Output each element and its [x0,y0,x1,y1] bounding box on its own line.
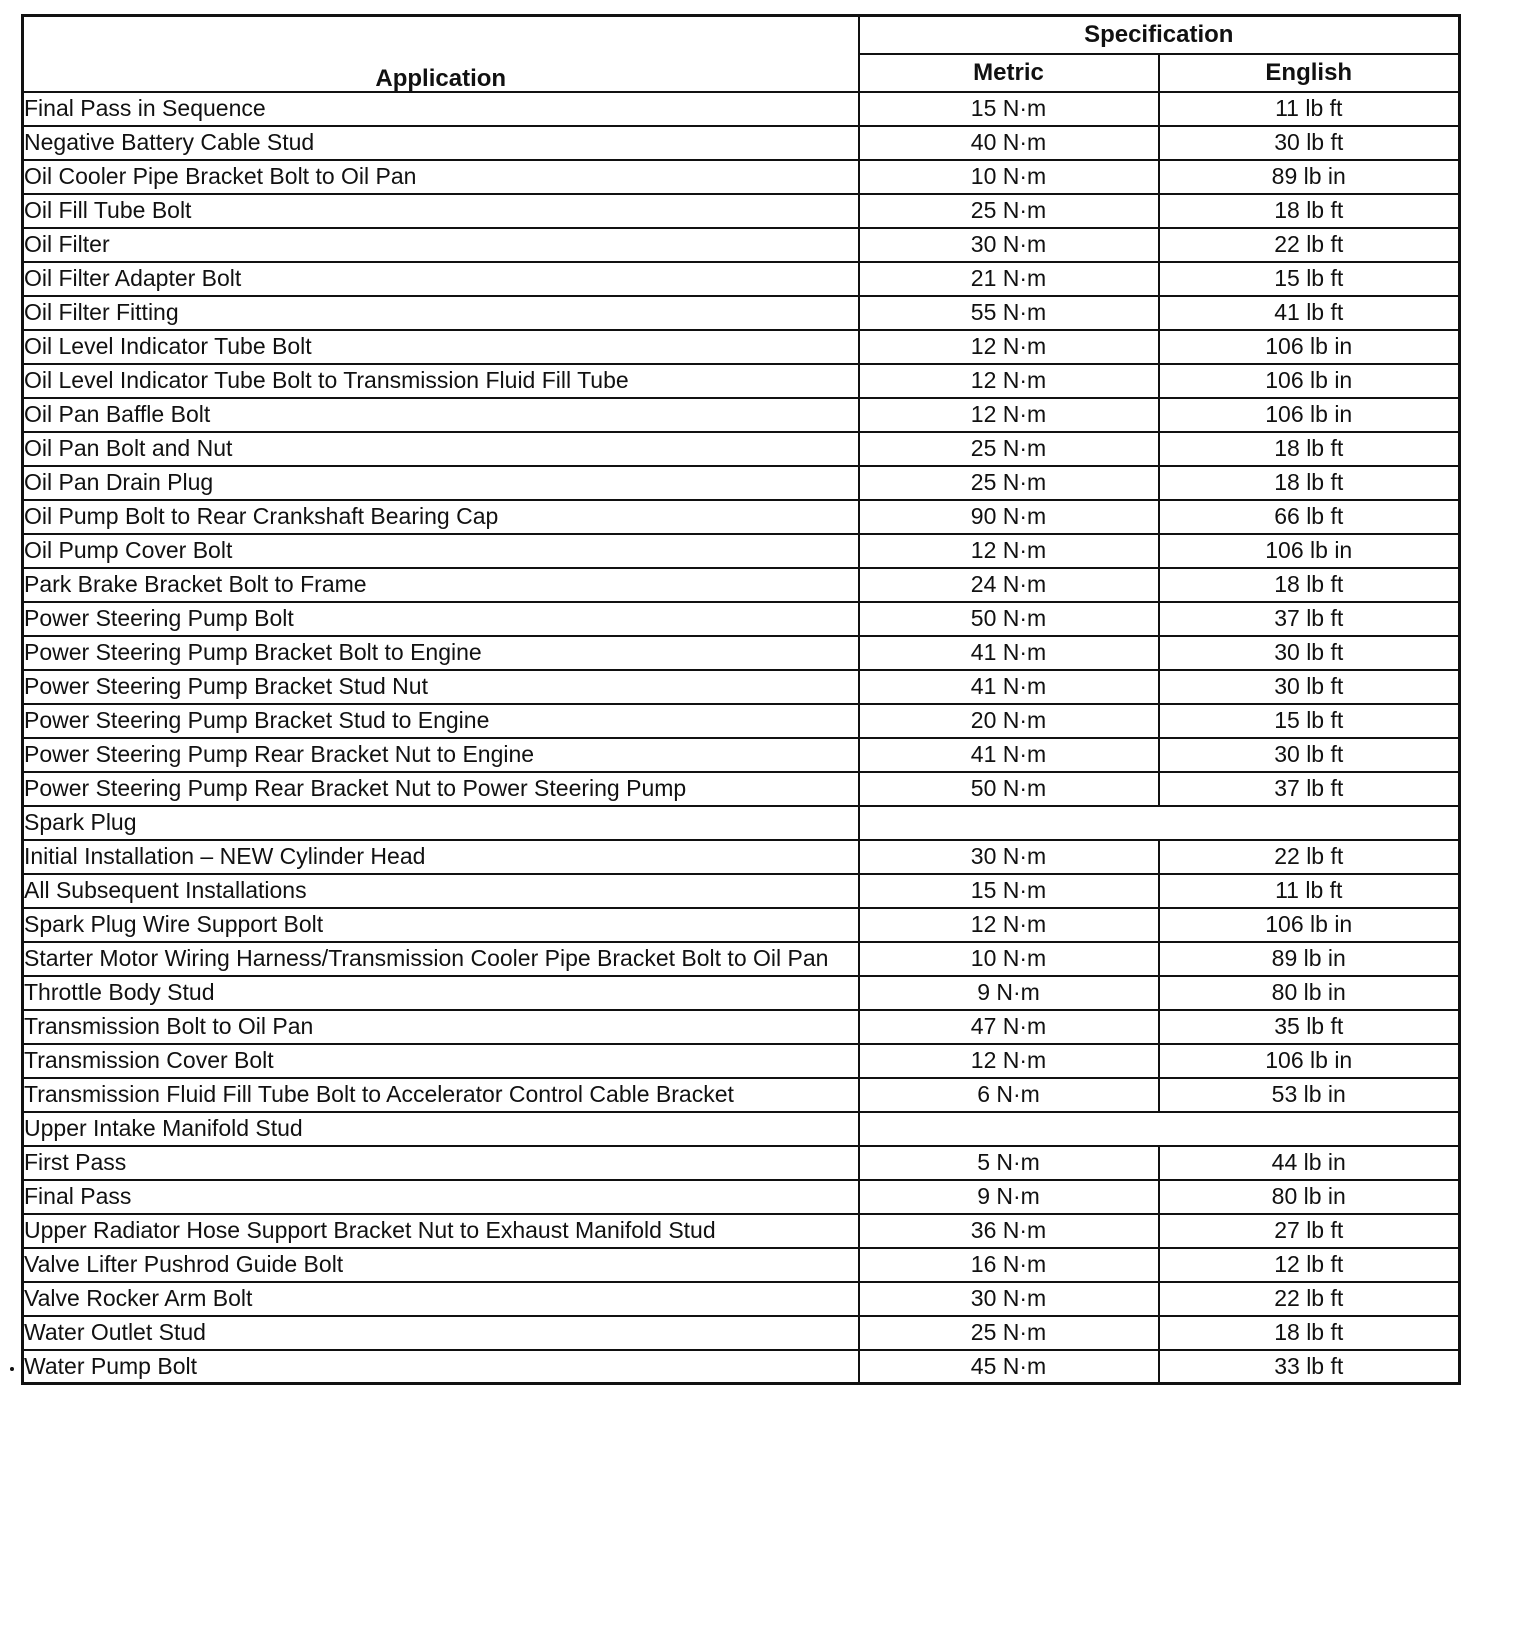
application-cell: Water Pump Bolt [23,1350,859,1384]
english-cell: 30 lb ft [1159,738,1460,772]
table-row [23,262,1460,296]
english-cell: 15 lb ft [1159,262,1460,296]
application-cell: Throttle Body Stud [23,976,859,1010]
english-cell: 22 lb ft [1159,1282,1460,1316]
table-row [23,1214,1460,1248]
table-row [23,1146,1460,1180]
group-header-row [23,806,1460,840]
english-cell: 37 lb ft [1159,602,1460,636]
table-row [23,1010,1460,1044]
group-header-row [23,1112,1460,1146]
english-column-header: English [1159,54,1460,92]
application-cell: Oil Filter Adapter Bolt [23,262,859,296]
application-cell: Starter Motor Wiring Harness/Transmission Cooler Pipe Bracket Bolt to Oil Pan [23,942,859,976]
table-row [23,126,1460,160]
metric-cell: 16 N·m [859,1248,1159,1282]
english-cell: 27 lb ft [1159,1214,1460,1248]
metric-cell: 12 N·m [859,1044,1159,1078]
metric-cell: 9 N·m [859,976,1159,1010]
metric-cell: 41 N·m [859,636,1159,670]
table-row [23,1316,1460,1350]
stray-dot-mark [10,1367,14,1371]
application-cell: First Pass [23,1146,859,1180]
metric-cell: 15 N·m [859,92,1159,126]
application-cell: Transmission Fluid Fill Tube Bolt to Accelerator Control Cable Bracket [23,1078,859,1112]
metric-cell: 10 N·m [859,160,1159,194]
table-row [23,466,1460,500]
metric-cell: 12 N·m [859,330,1159,364]
application-cell: Park Brake Bracket Bolt to Frame [23,568,859,602]
metric-cell: 41 N·m [859,670,1159,704]
english-cell: 41 lb ft [1159,296,1460,330]
table-row [23,1282,1460,1316]
metric-cell: 24 N·m [859,568,1159,602]
metric-cell: 12 N·m [859,534,1159,568]
application-cell: Oil Pan Baffle Bolt [23,398,859,432]
english-cell: 11 lb ft [1159,874,1460,908]
table-row [23,364,1460,398]
metric-cell: 6 N·m [859,1078,1159,1112]
application-cell: Power Steering Pump Bolt [23,602,859,636]
table-row [23,602,1460,636]
application-cell: Upper Radiator Hose Support Bracket Nut to Exhaust Manifold Stud [23,1214,859,1248]
metric-cell: 12 N·m [859,364,1159,398]
metric-cell: 25 N·m [859,466,1159,500]
english-cell: 80 lb in [1159,1180,1460,1214]
application-cell: Oil Pan Bolt and Nut [23,432,859,466]
metric-cell: 55 N·m [859,296,1159,330]
metric-cell: 12 N·m [859,398,1159,432]
metric-cell: 47 N·m [859,1010,1159,1044]
english-cell: 18 lb ft [1159,432,1460,466]
application-cell: Oil Fill Tube Bolt [23,194,859,228]
application-cell: Water Outlet Stud [23,1316,859,1350]
english-cell: 30 lb ft [1159,636,1460,670]
metric-cell: 15 N·m [859,874,1159,908]
table-row [23,330,1460,364]
metric-cell: 50 N·m [859,602,1159,636]
table-row [23,636,1460,670]
application-cell: Spark Plug Wire Support Bolt [23,908,859,942]
table-row [23,874,1460,908]
english-cell: 15 lb ft [1159,704,1460,738]
application-cell: Oil Cooler Pipe Bracket Bolt to Oil Pan [23,160,859,194]
application-cell: Power Steering Pump Bracket Stud Nut [23,670,859,704]
table-row [23,840,1460,874]
english-cell: 44 lb in [1159,1146,1460,1180]
metric-cell: 30 N·m [859,228,1159,262]
metric-cell: 30 N·m [859,840,1159,874]
application-cell: Oil Pan Drain Plug [23,466,859,500]
metric-cell: 41 N·m [859,738,1159,772]
application-cell: Oil Pump Cover Bolt [23,534,859,568]
table-row [23,1180,1460,1214]
table-body [23,92,1460,1384]
table-row [23,704,1460,738]
application-cell: Oil Level Indicator Tube Bolt [23,330,859,364]
english-cell: 106 lb in [1159,398,1460,432]
table-row [23,92,1460,126]
application-cell: Oil Pump Bolt to Rear Crankshaft Bearing Cap [23,500,859,534]
specification-header: Specification [859,16,1460,54]
table-row [23,976,1460,1010]
table-row [23,160,1460,194]
table-row [23,568,1460,602]
application-cell: Oil Filter Fitting [23,296,859,330]
table-row [23,738,1460,772]
metric-cell: 25 N·m [859,1316,1159,1350]
english-cell: 22 lb ft [1159,228,1460,262]
metric-cell: 45 N·m [859,1350,1159,1384]
table-row [23,772,1460,806]
application-cell: Transmission Bolt to Oil Pan [23,1010,859,1044]
english-cell: 106 lb in [1159,534,1460,568]
metric-cell: 5 N·m [859,1146,1159,1180]
metric-cell: 10 N·m [859,942,1159,976]
application-cell: Oil Filter [23,228,859,262]
group-spacer [859,806,1460,840]
english-cell: 11 lb ft [1159,92,1460,126]
metric-cell: 50 N·m [859,772,1159,806]
application-cell: Final Pass in Sequence [23,92,859,126]
application-cell: Power Steering Pump Rear Bracket Nut to Engine [23,738,859,772]
application-cell: Power Steering Pump Rear Bracket Nut to Power Steering Pump [23,772,859,806]
english-cell: 33 lb ft [1159,1350,1460,1384]
table-row [23,1248,1460,1282]
metric-cell: 20 N·m [859,704,1159,738]
english-cell: 30 lb ft [1159,126,1460,160]
english-cell: 30 lb ft [1159,670,1460,704]
application-cell: Negative Battery Cable Stud [23,126,859,160]
metric-cell: 40 N·m [859,126,1159,160]
metric-cell: 25 N·m [859,432,1159,466]
application-cell: Initial Installation – NEW Cylinder Head [23,840,859,874]
english-cell: 53 lb in [1159,1078,1460,1112]
table-row [23,432,1460,466]
metric-cell: 21 N·m [859,262,1159,296]
table-row [23,1044,1460,1078]
english-cell: 12 lb ft [1159,1248,1460,1282]
english-cell: 18 lb ft [1159,466,1460,500]
metric-cell: 9 N·m [859,1180,1159,1214]
table-row [23,228,1460,262]
application-cell: Valve Rocker Arm Bolt [23,1282,859,1316]
table-row [23,670,1460,704]
group-label: Spark Plug [23,806,859,840]
table-row [23,942,1460,976]
english-cell: 37 lb ft [1159,772,1460,806]
application-cell: Power Steering Pump Bracket Bolt to Engine [23,636,859,670]
english-cell: 18 lb ft [1159,568,1460,602]
metric-cell: 30 N·m [859,1282,1159,1316]
table-row [23,1078,1460,1112]
english-cell: 80 lb in [1159,976,1460,1010]
group-label: Upper Intake Manifold Stud [23,1112,859,1146]
application-cell: All Subsequent Installations [23,874,859,908]
table-row [23,296,1460,330]
table-row [23,908,1460,942]
metric-column-header: Metric [859,54,1159,92]
english-cell: 35 lb ft [1159,1010,1460,1044]
english-cell: 18 lb ft [1159,194,1460,228]
english-cell: 22 lb ft [1159,840,1460,874]
application-cell: Final Pass [23,1180,859,1214]
table-row [23,1350,1460,1384]
group-spacer [859,1112,1460,1146]
torque-spec-table [21,14,1461,1385]
english-cell: 106 lb in [1159,1044,1460,1078]
english-cell: 89 lb in [1159,160,1460,194]
application-cell: Transmission Cover Bolt [23,1044,859,1078]
english-cell: 106 lb in [1159,908,1460,942]
english-cell: 106 lb in [1159,364,1460,398]
english-cell: 66 lb ft [1159,500,1460,534]
english-cell: 89 lb in [1159,942,1460,976]
metric-cell: 90 N·m [859,500,1159,534]
application-column-header: Application [23,16,859,92]
metric-cell: 36 N·m [859,1214,1159,1248]
table-row [23,500,1460,534]
table-row [23,194,1460,228]
english-cell: 106 lb in [1159,330,1460,364]
application-cell: Power Steering Pump Bracket Stud to Engine [23,704,859,738]
english-cell: 18 lb ft [1159,1316,1460,1350]
metric-cell: 12 N·m [859,908,1159,942]
table-row [23,398,1460,432]
application-cell: Valve Lifter Pushrod Guide Bolt [23,1248,859,1282]
metric-cell: 25 N·m [859,194,1159,228]
table-row [23,534,1460,568]
application-cell: Oil Level Indicator Tube Bolt to Transmission Fluid Fill Tube [23,364,859,398]
